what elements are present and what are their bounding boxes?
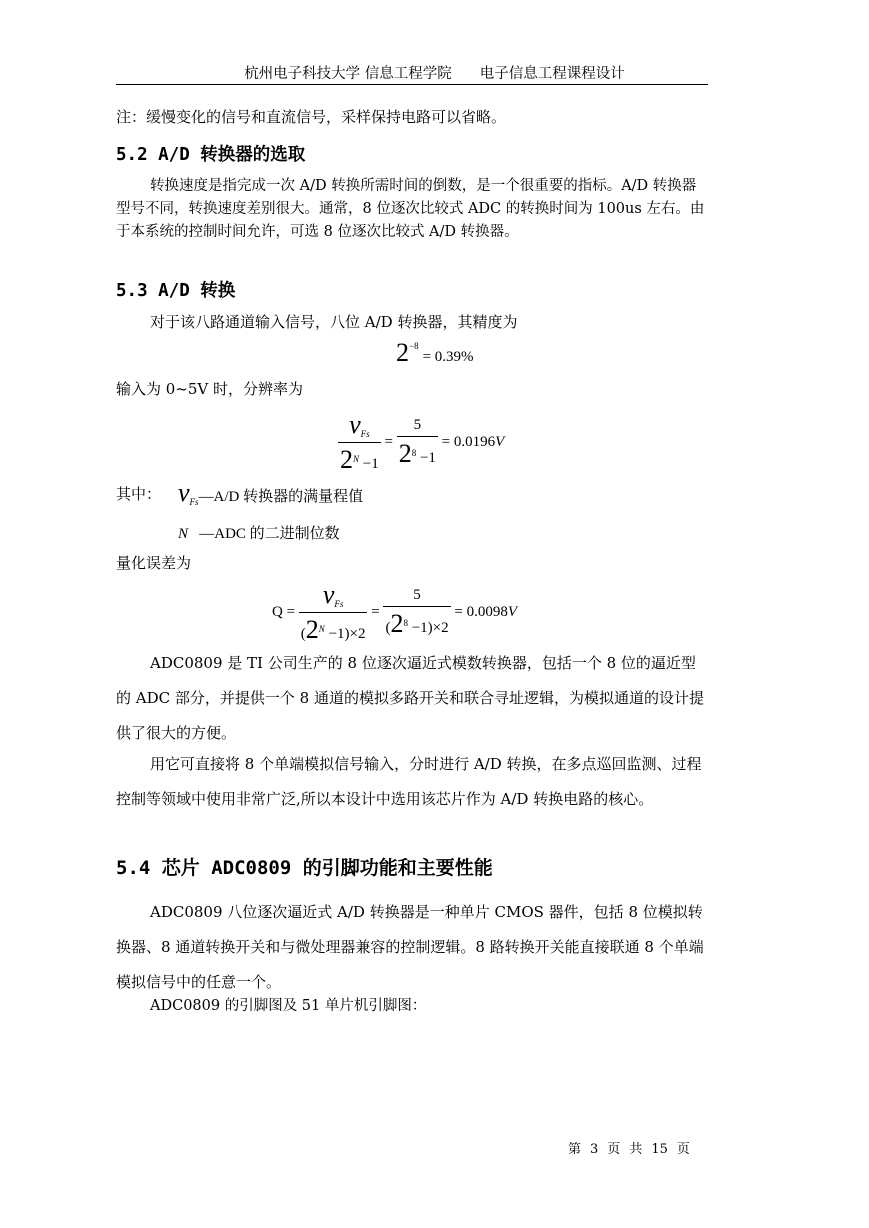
- page-header: [0, 62, 869, 83]
- where-label: 其中：: [116, 485, 162, 503]
- page-number: 3: [590, 1142, 599, 1157]
- quant-error-equation: Q = $\frac{v_{Fs}}{(2^N -1)\times 2}$ = $\frac{5}{(2^8 -1)\times 2}$ = 0.0098V: [272, 580, 518, 644]
- pin-diagram-caption: ADC0809 的引脚图及 51 单片机引脚图：: [150, 998, 427, 1014]
- page-footer: 第 3 页 共 15 页: [568, 1142, 690, 1157]
- page-total: 15: [651, 1142, 668, 1157]
- resolution-equation: $\frac{v_{Fs}}{2^N -1}$ = $\frac{5}{2^8 -1}$ = 0.0196V: [340, 410, 505, 474]
- where-vfs-line: $v_{Fs}—A/D$ 转换器的满量程值: [178, 478, 364, 507]
- header-course: 电子信息工程课程设计: [479, 66, 625, 82]
- precision-intro: 对于该八路通道输入信号，八位 A/D 转换器，其精度为: [150, 313, 518, 331]
- section-5-4-paragraph: ADC0809 八位逐次逼近式 A/D 转换器是一种单片 CMOS 器件，包括 8 位模拟转换器、8 通道转换开关和与微处理器兼容的控制逻辑。8 路转换开关能直接联通 8 个单端模拟信号中的任意一个。: [116, 903, 704, 991]
- quant-error-intro: 量化误差为: [116, 554, 192, 572]
- resolution-intro: 输入为 0~5V 时，分辨率为: [116, 380, 304, 398]
- section-5-3-title: 5.3 A/D 转换: [116, 281, 236, 301]
- where-n-line: N —ADC 的二进制位数: [178, 526, 340, 542]
- section-5-2-paragraph: 转换速度是指完成一次 A/D 转换所需时间的倒数，是一个很重要的指标。A/D 转换器型号不同，转换速度差别很大。通常，8 位逐次比较式 ADC 的转换时间为 100us 左右。由于本系统的控制时间允许，可选 8 位逐次比较式 A/D 转换器。: [116, 178, 705, 240]
- header-rule: [116, 84, 708, 85]
- note-text: 注：缓慢变化的信号和直流信号，采样保持电路可以省略。: [116, 108, 507, 126]
- adc0809-intro-paragraph: ADC0809 是 TI 公司生产的 8 位逐次逼近式模数转换器，包括一个 8 位的逼近型的 ADC 部分，并提供一个 8 通道的模拟多路开关和联合寻址逻辑，为模拟通道的设计提供了很大的方便。: [116, 654, 704, 742]
- section-5-2-title: 5.2 A/D 转换器的选取: [116, 145, 306, 165]
- section-5-4-title: 5.4 芯片 ADC0809 的引脚功能和主要性能: [116, 857, 493, 879]
- adc0809-usage-paragraph: 用它可直接将 8 个单端模拟信号输入，分时进行 A/D 转换，在多点巡回监测、过程控制等领域中使用非常广泛,所以本设计中选用该芯片作为 A/D 转换电路的核心。: [116, 755, 702, 808]
- precision-equation: $2^{-8} = 0.39\%$: [396, 338, 474, 367]
- header-school: 杭州电子科技大学 信息工程学院: [244, 66, 452, 82]
